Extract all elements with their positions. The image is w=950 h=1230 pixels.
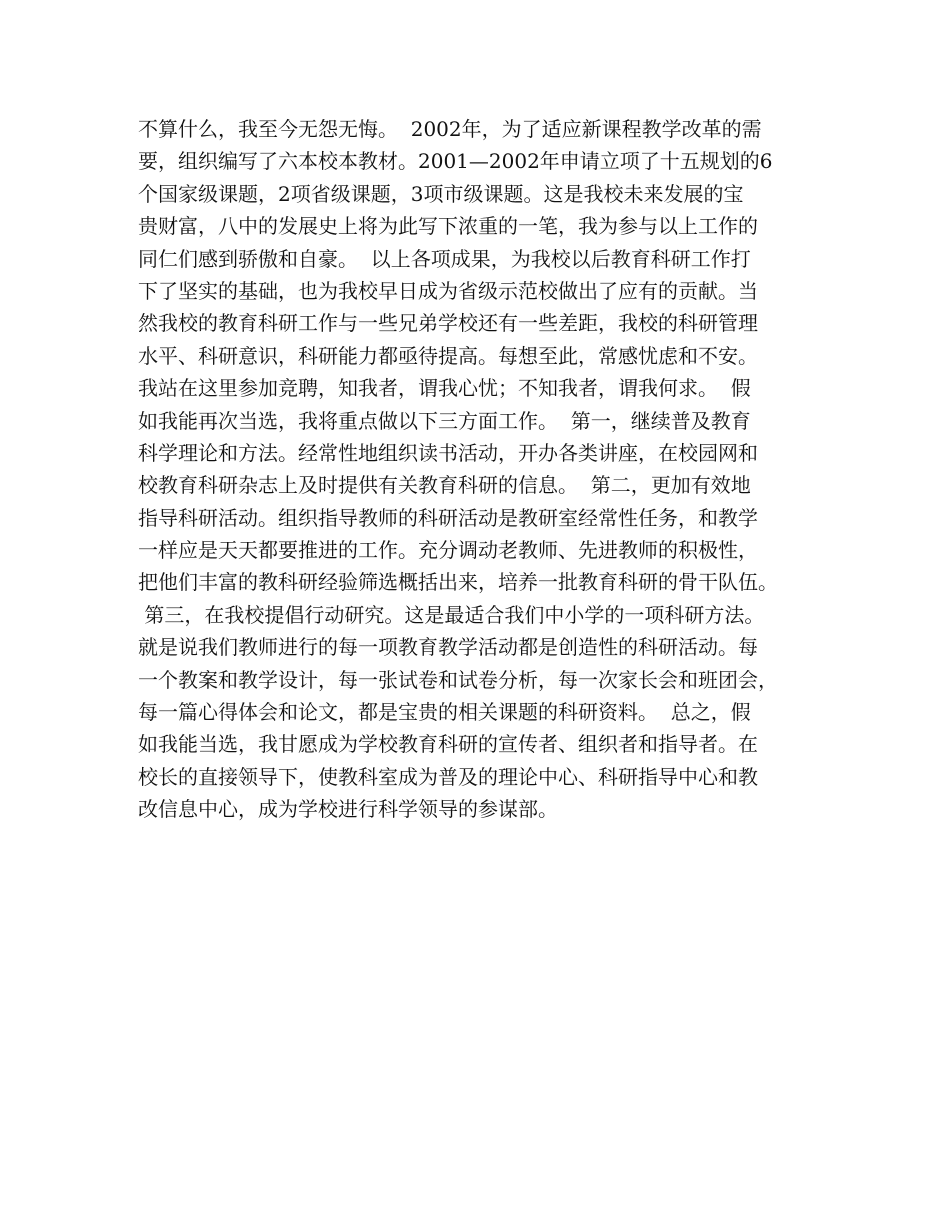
text-line: 然我校的教育科研工作与一些兄弟学校还有一些差距，我校的科研管理 [138,311,758,336]
text-line: 科学理论和方法。经常性地组织读书活动，开办各类讲座，在校园网和 [138,440,758,465]
text-line: 第三，在我校提倡行动研究。这是最适合我们中小学的一项科研方法。 [138,602,765,627]
text-line: 校长的直接领导下，使教科室成为普及的理论中心、科研指导中心和教 [138,764,758,789]
text-line: 一个教案和教学设计，每一张试卷和试卷分析，每一次家长会和班团会， [138,667,778,692]
text-line: 一样应是天天都要推进的工作。充分调动老教师、先进教师的积极性， [138,538,758,563]
text-line: 不算什么，我至今无怨无悔。 2002年，为了适应新课程教学改革的需 [138,117,762,141]
text-line: 贵财富，八中的发展史上将为此写下浓重的一笔，我为参与以上工作的 [138,214,758,239]
text-line: 如我能再次当选，我将重点做以下三方面工作。 第一，继续普及教育 [138,408,751,433]
text-line: 我站在这里参加竞聘，知我者，谓我心忧；不知我者，谓我何求。 假 [138,376,751,401]
text-line: 如我能当选，我甘愿成为学校教育科研的宣传者、组织者和指导者。在 [138,732,758,757]
text-line: 水平、科研意识，科研能力都亟待提高。每想至此，常感忧虑和不安。 [138,343,758,368]
text-line: 改信息中心，成为学校进行科学领导的参谋部。 [138,797,558,822]
text-line: 个国家级课题，2项省级课题，3项市级课题。这是我校未来发展的宝 [138,181,744,206]
text-line: 就是说我们教师进行的每一项教育教学活动都是创造性的科研活动。每 [138,635,758,660]
text-line: 下了坚实的基础，也为我校早日成为省级示范校做出了应有的贡献。当 [138,278,758,303]
body-text [138,113,838,826]
text-line: 校教育科研杂志上及时提供有关教育科研的信息。 第二，更加有效地 [138,473,751,498]
text-line: 要，组织编写了六本校本教材。2001—2002年申请立项了十五规划的6 [138,149,773,174]
text-line: 指导科研活动。组织指导教师的科研活动是教研室经常性任务，和教学 [138,505,758,530]
text-line: 同仁们感到骄傲和自豪。 以上各项成果，为我校以后教育科研工作打 [138,246,751,271]
text-line: 把他们丰富的教科研经验筛选概括出来，培养一批教育科研的骨干队伍。 [138,570,778,595]
text-line: 每一篇心得体会和论文，都是宝贵的相关课题的科研资料。 总之，假 [138,700,751,725]
